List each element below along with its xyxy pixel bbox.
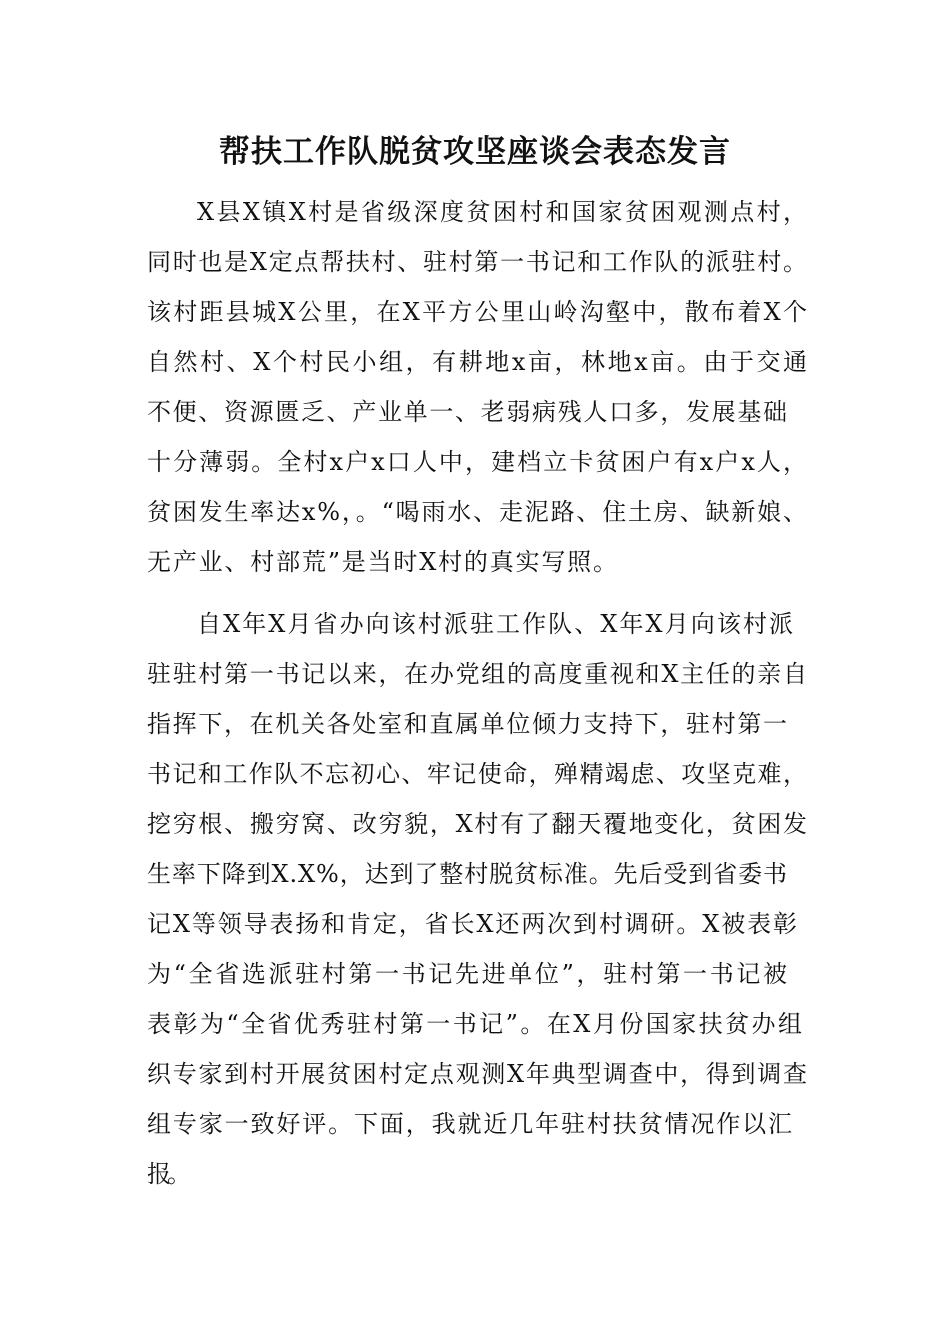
text-line: 贫困发生率达x%，。“喝雨水、走泥路、住土房、缺新娘、 [147,498,809,526]
text-line: 记X等领导表扬和肯定，省长X还两次到村调研。X被表彰 [147,910,799,938]
text-line: 为“全省选派驻村第一书记先进单位”，驻村第一书记被 [147,960,790,988]
document-title: 帮扶工作队脱贫攻坚座谈会表态发言 [219,134,731,170]
text-line: 组专家一致好评。下面，我就近几年驻村扶贫情况作以汇 [147,1110,794,1138]
text-line: 报。 [147,1160,187,1188]
text-line: 无产业、村部荒”是当时X村的真实写照。 [147,548,619,576]
text-line: 该村距县城X公里，在X平方公里山岭沟壑中，散布着X个 [147,298,810,326]
text-line: 不便、资源匮乏、产业单一、老弱病残人口多，发展基础 [147,398,789,426]
text-line: 自X年X月省办向该村派驻工作队、X年X月向该村派 [197,610,796,638]
text-line: 同时也是X定点帮扶村、驻村第一书记和工作队的派驻村。 [147,248,809,276]
text-line: 驻驻村第一书记以来，在办党组的高度重视和X主任的亲自 [147,660,809,688]
text-line: 挖穷根、搬穷窝、改穷貌，X村有了翻天覆地变化，贫困发 [147,810,809,838]
text-line: X县X镇X村是省级深度贫困村和国家贫困观测点村， [197,198,810,226]
text-line: 书记和工作队不忘初心、牢记使命，殚精竭虑、攻坚克难， [147,760,809,788]
text-line: 表彰为“全省优秀驻村第一书记”。在X月份国家扶贫办组 [147,1010,805,1038]
text-line: 自然村、X个村民小组，有耕地x亩，林地x亩。由于交通 [147,348,810,376]
text-line: 生率下降到X.X%，达到了整村脱贫标准。先后受到省委书 [147,860,788,888]
text-line: 十分薄弱。全村x户x口人中，建档立卡贫困户有x户x人， [147,448,810,476]
text-line: 指挥下，在机关各处室和直属单位倾力支持下，驻村第一 [147,710,789,738]
text-line: 织专家到村开展贫困村定点观测X年典型调查中，得到调查 [147,1060,809,1088]
